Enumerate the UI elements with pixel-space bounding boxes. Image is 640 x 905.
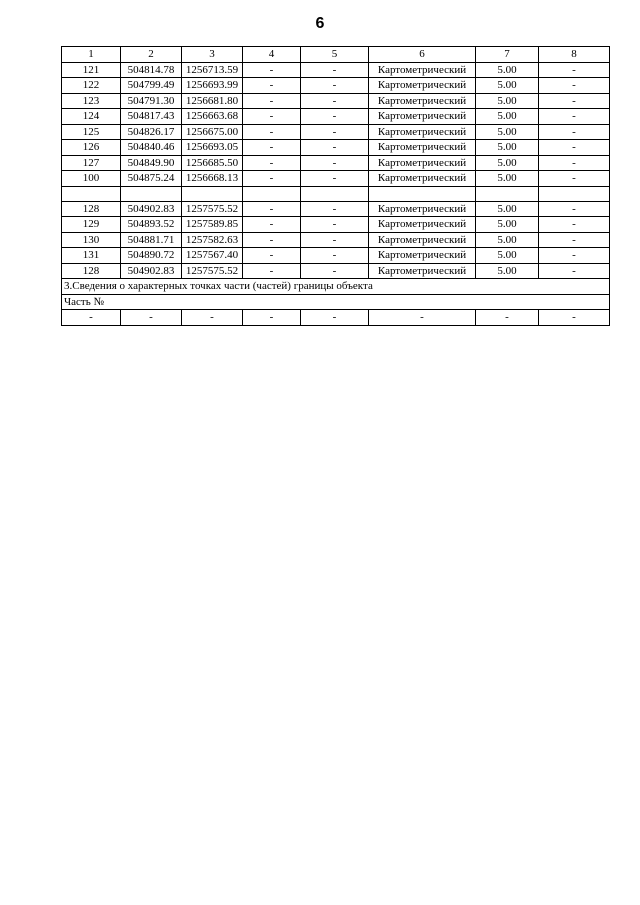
- table-cell: 504791.30: [121, 93, 182, 109]
- table-cell: 5.00: [476, 232, 539, 248]
- table-cell: -: [539, 232, 610, 248]
- table-cell: 504893.52: [121, 217, 182, 233]
- table-cell: 127: [62, 155, 121, 171]
- part-points-row: [62, 310, 610, 326]
- table-cell: -: [539, 124, 610, 140]
- table-cell: -: [243, 201, 301, 217]
- empty-cell: [121, 186, 182, 201]
- table-cell: -: [539, 217, 610, 233]
- table-cell: 5.00: [476, 109, 539, 125]
- table-cell: 1256713.59: [182, 62, 243, 78]
- empty-cell: [182, 186, 243, 201]
- table-cell: 1257575.52: [182, 201, 243, 217]
- table-cell: 125: [62, 124, 121, 140]
- table-cell: 5.00: [476, 93, 539, 109]
- table-cell: Картометрический: [369, 78, 476, 94]
- table-cell: 122: [62, 78, 121, 94]
- table-cell: Картометрический: [369, 109, 476, 125]
- part-number-label: Часть №: [62, 294, 610, 310]
- table-cell: 1256693.99: [182, 78, 243, 94]
- table-cell: -: [243, 171, 301, 187]
- empty-cell: [301, 186, 369, 201]
- table-cell: 5.00: [476, 62, 539, 78]
- table-cell: -: [243, 248, 301, 264]
- table-cell: 504890.72: [121, 248, 182, 264]
- part-number-row: [62, 294, 610, 310]
- table-cell: 1256681.80: [182, 93, 243, 109]
- table-cell: -: [243, 232, 301, 248]
- table-row: [62, 109, 610, 125]
- table-cell: 121: [62, 62, 121, 78]
- table-cell: -: [476, 310, 539, 326]
- table-cell: 1257582.63: [182, 232, 243, 248]
- table-cell: Картометрический: [369, 232, 476, 248]
- page-number: 6: [315, 15, 325, 32]
- boundary-points-table: [61, 46, 610, 326]
- table-cell: Картометрический: [369, 124, 476, 140]
- table-cell: -: [539, 140, 610, 156]
- table-cell: 131: [62, 248, 121, 264]
- table-cell: 130: [62, 232, 121, 248]
- table-cell: 5.00: [476, 124, 539, 140]
- table-row: [62, 201, 610, 217]
- table-cell: 124: [62, 109, 121, 125]
- table-cell: 504814.78: [121, 62, 182, 78]
- empty-cell: [539, 186, 610, 201]
- section-3-row: [62, 279, 610, 295]
- header-cell: 1: [62, 47, 121, 63]
- table-cell: -: [243, 217, 301, 233]
- table-row: [62, 171, 610, 187]
- table-cell: -: [243, 310, 301, 326]
- table-cell: 504826.17: [121, 124, 182, 140]
- table-cell: 504902.83: [121, 201, 182, 217]
- table-row: [62, 217, 610, 233]
- table-cell: -: [301, 93, 369, 109]
- table-cell: -: [301, 217, 369, 233]
- header-cell: 8: [539, 47, 610, 63]
- table-cell: -: [539, 263, 610, 279]
- table-cell: -: [369, 310, 476, 326]
- table-cell: 5.00: [476, 155, 539, 171]
- table-cell: Картометрический: [369, 217, 476, 233]
- table-cell: 5.00: [476, 78, 539, 94]
- table-cell: -: [539, 62, 610, 78]
- table-cell: -: [243, 62, 301, 78]
- section-3-title: 3.Сведения о характерных точках части (частей) границы объекта: [62, 279, 610, 295]
- table-cell: 5.00: [476, 248, 539, 264]
- empty-cell: [476, 186, 539, 201]
- table-cell: 1256693.05: [182, 140, 243, 156]
- table-cell: 504875.24: [121, 171, 182, 187]
- table-cell: Картометрический: [369, 171, 476, 187]
- table-row: [62, 62, 610, 78]
- table-cell: 1257589.85: [182, 217, 243, 233]
- table-row: [62, 78, 610, 94]
- table-cell: 128: [62, 263, 121, 279]
- table-cell: 1256663.68: [182, 109, 243, 125]
- table-cell: Картометрический: [369, 263, 476, 279]
- table-row: [62, 263, 610, 279]
- table-cell: Картометрический: [369, 140, 476, 156]
- table-cell: -: [243, 93, 301, 109]
- table-cell: -: [539, 109, 610, 125]
- table-cell: -: [182, 310, 243, 326]
- empty-cell: [369, 186, 476, 201]
- table-cell: Картометрический: [369, 201, 476, 217]
- table-cell: 5.00: [476, 140, 539, 156]
- table-cell: 1256668.13: [182, 171, 243, 187]
- table-row: [62, 124, 610, 140]
- table-cell: 1256685.50: [182, 155, 243, 171]
- header-cell: 4: [243, 47, 301, 63]
- empty-cell: [243, 186, 301, 201]
- table-cell: -: [301, 201, 369, 217]
- table-cell: -: [243, 78, 301, 94]
- table-cell: -: [62, 310, 121, 326]
- empty-separator-row: [62, 186, 610, 201]
- table-cell: 126: [62, 140, 121, 156]
- table-cell: -: [539, 78, 610, 94]
- table-cell: 1256675.00: [182, 124, 243, 140]
- table-cell: -: [539, 93, 610, 109]
- table-row: [62, 248, 610, 264]
- table-cell: -: [243, 155, 301, 171]
- table-row: [62, 140, 610, 156]
- table-cell: Картометрический: [369, 248, 476, 264]
- table-cell: -: [539, 155, 610, 171]
- table-cell: 504849.90: [121, 155, 182, 171]
- table-cell: -: [301, 62, 369, 78]
- table-header-row: [62, 47, 610, 63]
- table-cell: 129: [62, 217, 121, 233]
- table-cell: -: [301, 248, 369, 264]
- header-cell: 3: [182, 47, 243, 63]
- table-cell: -: [243, 140, 301, 156]
- table-cell: -: [539, 248, 610, 264]
- table-cell: Картометрический: [369, 155, 476, 171]
- table-row: [62, 155, 610, 171]
- table-cell: 123: [62, 93, 121, 109]
- table-cell: 1257567.40: [182, 248, 243, 264]
- table-cell: 100: [62, 171, 121, 187]
- table-cell: 504902.83: [121, 263, 182, 279]
- table-cell: -: [301, 263, 369, 279]
- table-cell: -: [539, 201, 610, 217]
- table-cell: 504817.43: [121, 109, 182, 125]
- table-cell: -: [301, 171, 369, 187]
- table-cell: -: [301, 310, 369, 326]
- table-cell: Картометрический: [369, 62, 476, 78]
- table-cell: -: [243, 263, 301, 279]
- header-cell: 2: [121, 47, 182, 63]
- table-cell: -: [301, 140, 369, 156]
- table-row: [62, 93, 610, 109]
- table-row: [62, 232, 610, 248]
- table-cell: 1257575.52: [182, 263, 243, 279]
- table-cell: 504840.46: [121, 140, 182, 156]
- table-cell: 5.00: [476, 217, 539, 233]
- table-cell: Картометрический: [369, 93, 476, 109]
- table-cell: -: [301, 124, 369, 140]
- table-cell: -: [243, 109, 301, 125]
- table-cell: 5.00: [476, 263, 539, 279]
- table-cell: 128: [62, 201, 121, 217]
- header-cell: 6: [369, 47, 476, 63]
- table-cell: -: [301, 109, 369, 125]
- table-cell: 5.00: [476, 171, 539, 187]
- table-cell: 504881.71: [121, 232, 182, 248]
- header-cell: 7: [476, 47, 539, 63]
- table-cell: -: [243, 124, 301, 140]
- table-cell: -: [121, 310, 182, 326]
- table-cell: 504799.49: [121, 78, 182, 94]
- table-cell: 5.00: [476, 201, 539, 217]
- table-cell: -: [539, 310, 610, 326]
- empty-cell: [62, 186, 121, 201]
- table-cell: -: [539, 171, 610, 187]
- header-cell: 5: [301, 47, 369, 63]
- table-cell: -: [301, 232, 369, 248]
- table-cell: -: [301, 78, 369, 94]
- table-cell: -: [301, 155, 369, 171]
